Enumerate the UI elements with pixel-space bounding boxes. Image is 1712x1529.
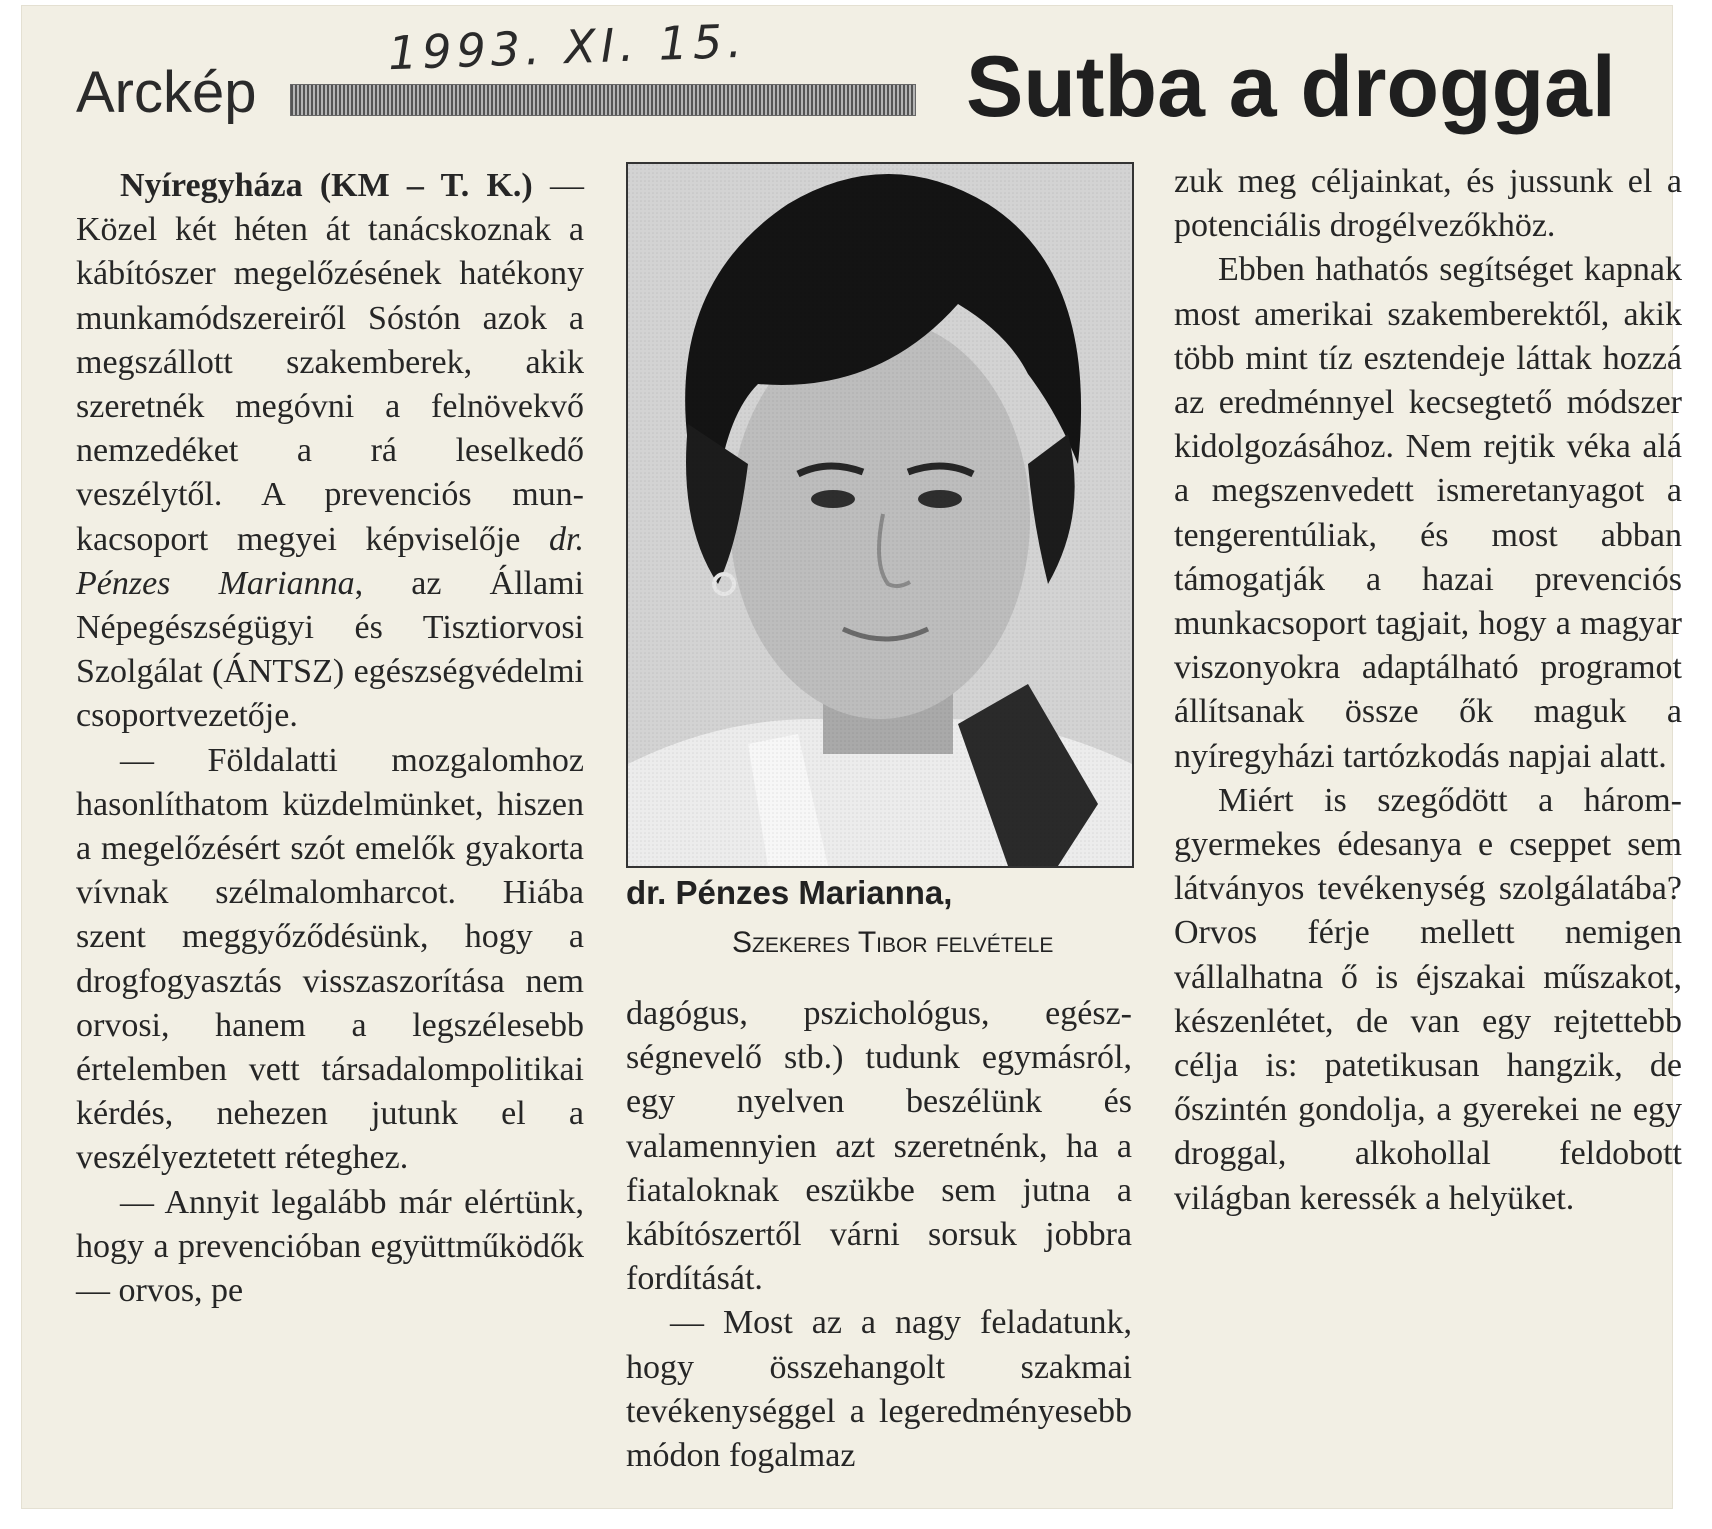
paragraph: Miért is szegődött a háromgyermekes édesanya e cseppet sem látványos tevékenység szolgálatába? Orvos férje mellett nemigen vállalhatna ő is éjszakai műszakot, készenlétet, de van egy rejtettebb célja is: patetikusan hangzik, de őszintén gondolja, a gyerekei ne egy droggal, alkohollal feldobott világban keressék a helyüket. xyxy=(1174,781,1682,1217)
paragraph: dagógus, pszichológus, egészségnevelő stb.) tudunk egymásról, egy nyelven beszélünk és valamennyien azt szeretnénk, ha a fiataloknak eszükbe sem jutna a kábítószertől várni sorsuk jobbra fordítását. xyxy=(626,995,1132,1298)
dateline: Nyíregyháza (KM – T. K.) xyxy=(120,167,533,204)
lead-text-part-1: — Közel két héten át tanácskoznak a kábítószer megelőzésének hatékony munkamódszereiről Sóstón azok a megszállott szakemberek, akik szeretnék megóvni a felnövekvő nemzedéket a rá leselkedő veszélytől. A prevenciós munkacsoport megyei képviselője xyxy=(76,167,584,558)
photo-credit xyxy=(732,926,1053,960)
handwritten-date: 1993. XI. 15. xyxy=(387,13,748,81)
photo-caption: dr. Pénzes Marianna, xyxy=(626,874,953,911)
section-label: Arckép xyxy=(76,60,257,125)
lead-text-part-2: , az Állami Népegészségügyi és Tisztiorvosi Szolgálat (ÁNTSZ) egészségvédelmi csoportvezetője. xyxy=(76,564,584,735)
article-column-1 xyxy=(76,164,584,1313)
article-column-2 xyxy=(626,992,1132,1478)
photo-credit-text: Szekeres Tibor felvétele xyxy=(732,926,1054,959)
newspaper-clipping xyxy=(22,6,1682,1508)
section-rule-bar xyxy=(290,84,916,116)
paragraph: — Annyit legalább már elértünk, hogy a prevencióban együttműködők — orvos, pe xyxy=(76,1183,584,1310)
portrait-illustration xyxy=(628,164,1132,866)
subject-name: dr. Pénzes Marianna xyxy=(76,520,584,602)
headline: Sutba a droggal xyxy=(966,39,1616,135)
paragraph: — Földalatti mozgalomhoz hasonlíthatom küzdelmünket, hiszen a megelőzésért szót emelők gyakorta vívnak szélmalomharcot. Hiába szent meggyőződésünk, hogy a drogfogyasztás visszaszorítása nem orvosi, hanem a legszélesebb értelemben vett társadalompolitikai kérdés, nehezen jutunk el a veszélyeztetett réteghez. xyxy=(76,741,584,1177)
portrait-photo xyxy=(626,162,1134,868)
paragraph: — Most az a nagy feladatunk, hogy összehangolt szakmai tevékenységgel a legeredményesebb módon fogalmaz xyxy=(626,1304,1132,1475)
paragraph: Ebben hathatós segítséget kapnak most amerikai szakemberektől, akik több mint tíz esztendeje láttak hozzá az eredménnyel kecsegtető módszer kidolgozásához. Nem rejtik véka alá a megszenvedett ismeretanyagot a tengerentúliak, és most abban támogatják a hazai prevenciós munkacsoport tagjait, hogy a magyar viszonyokra adaptálható programot állítsanak össze ők maguk a nyíregyházi tartózkodás napjai alatt. xyxy=(1174,251,1682,775)
lead-paragraph xyxy=(76,164,584,739)
paragraph: zuk meg céljainkat, és jussunk el a potenciális drogélvezőkhöz. xyxy=(1174,163,1682,245)
article-column-3 xyxy=(1174,160,1682,1221)
